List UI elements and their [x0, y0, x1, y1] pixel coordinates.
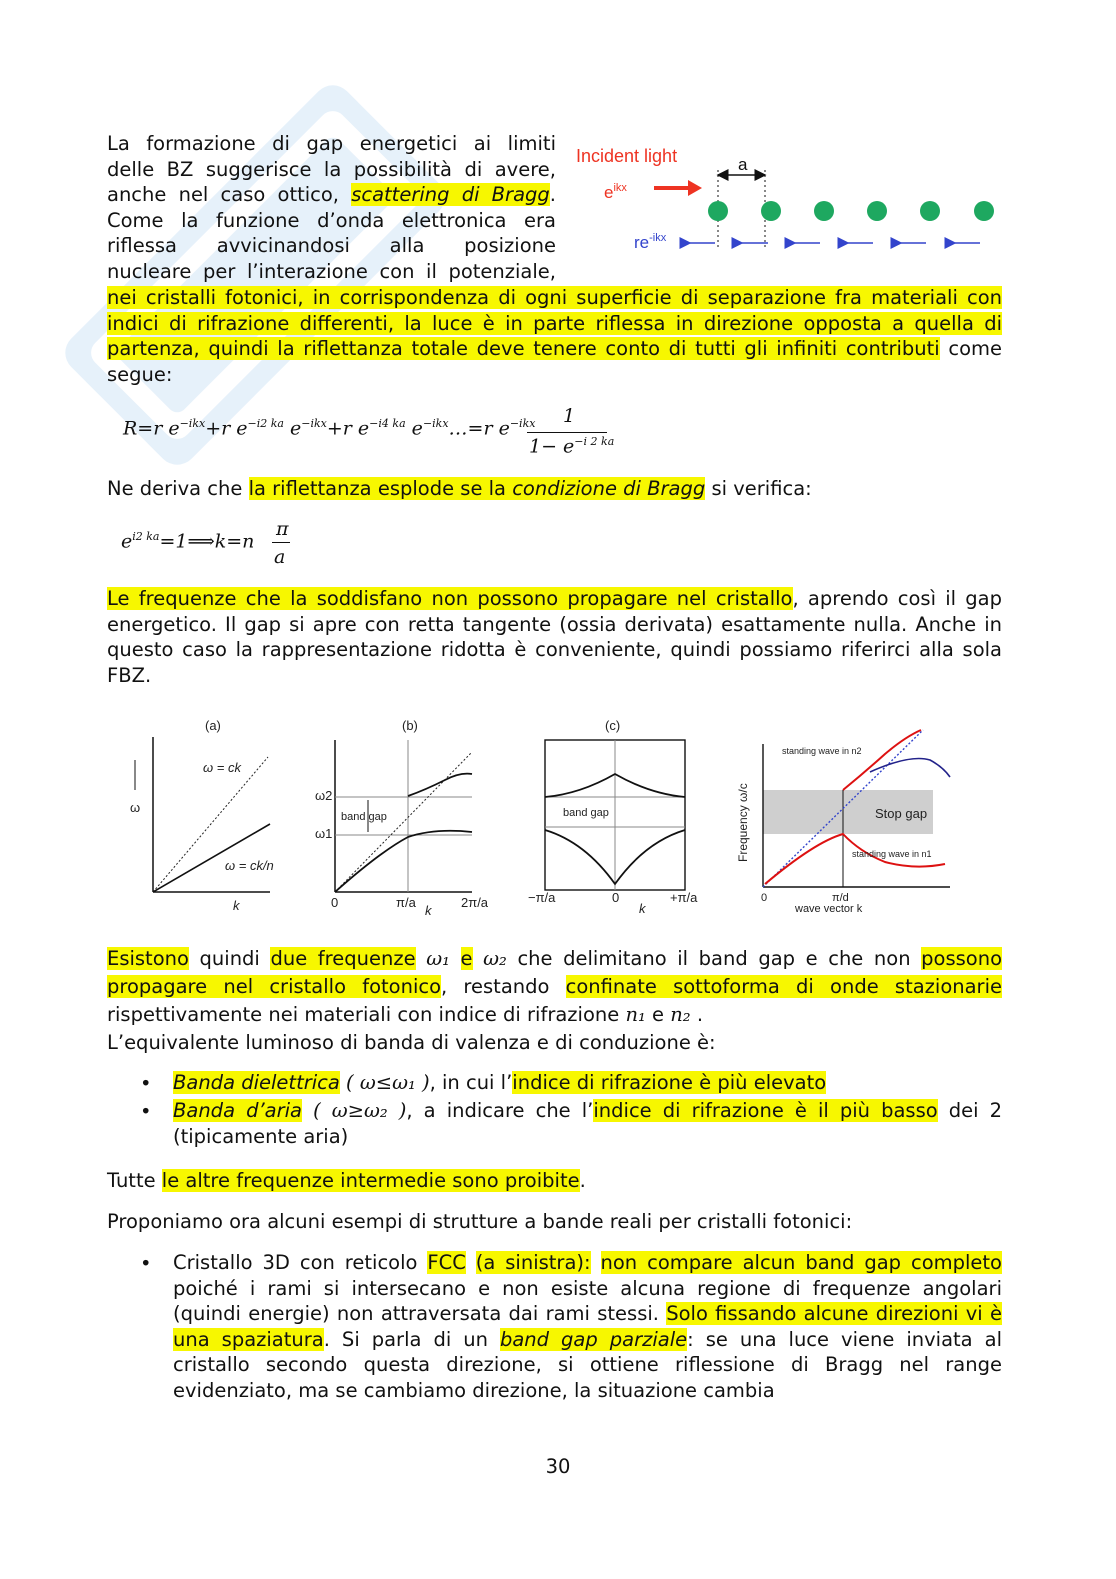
c-xp: +π/a [670, 890, 698, 905]
b-w1-label: ω1 [315, 826, 333, 841]
d-ylabel: Frequency ω/c [736, 783, 750, 862]
c-gap-label: band gap [563, 807, 609, 819]
intro-paragraph [107, 131, 556, 285]
deriva-paragraph: Ne deriva che la riflettanza esplode se la condizione di Bragg si verifica: [107, 477, 812, 500]
page-number: 30 [545, 1455, 571, 1478]
d-bottom-label: standing wave in n1 [852, 849, 932, 859]
plain-text: come segue: [107, 337, 1002, 386]
lattice-atoms [708, 201, 994, 221]
bragg-scattering-figure [570, 140, 1010, 260]
bullet-item-aria: Banda d’aria ( ω≥ω₂ ), a indicare che l’indice di rifrazione è il più basso dei 2 (tipicamente aria) [173, 1099, 1003, 1148]
k-axis-label: k [233, 898, 240, 913]
atom [974, 201, 994, 221]
incident-light-label: Incident light [576, 146, 678, 166]
b-x0: 0 [331, 895, 339, 910]
panel-a-label: (a) [205, 718, 221, 733]
frequenze-paragraph: Le frequenze che la soddisfano non possono propagare nel cristallo, aprendo così il gap energetico. Il gap si apre con retta tangente (ossia derivata) esattamente nulla. Anche in questo caso la rappresentazione ridotta è conveniente, quindi possiamo riferirci alla sola FBZ. [107, 587, 1003, 687]
atom [708, 201, 728, 221]
spacing-a-label: a [738, 155, 748, 174]
b-gap-label: band gap [341, 811, 387, 823]
continuation-paragraph [107, 285, 1002, 387]
d-top-label: standing wave in n2 [782, 746, 862, 756]
b-x2: 2π/a [461, 895, 489, 910]
intro-line: Come la funzione d’onda elettronica era [107, 208, 556, 232]
incident-arrow-icon [654, 180, 702, 196]
scattering-bragg-term: scattering di Bragg [351, 183, 550, 207]
atom [761, 201, 781, 221]
reflectance-formula: R=r $e^{-ikx}+r$ $e^{-i2 ka}$ $e^{-ikx}+r$ $e^{-i4 ka}$ $e^{-ikx}\dots=r$ $e^{-ikx}$ 1 $1- e^{-i 2 ka}$ [123, 405, 615, 458]
lower-band [335, 831, 472, 892]
atom [920, 201, 940, 221]
a-line2-label: ω = ck/n [225, 858, 274, 873]
d-x1: π/d [832, 892, 849, 904]
esistono-last-line: L’equivalente luminoso di banda di valenza e di conduzione è: [107, 1031, 716, 1054]
intro-line: delle BZ suggerisce la possibilità di avere, [107, 157, 556, 181]
reikx-label: $re^{-ikx}$ [634, 232, 667, 252]
second-band [870, 759, 950, 778]
bullet-item-dielettrica: Banda dielettrica ( ω≤ω₁ ), in cui l’indice di rifrazione è più elevato [173, 1071, 827, 1094]
highlight-text: nei cristalli fotonici, in corrispondenza di ogni superficie di separazione fra materiali con indici di rifrazione differenti, la luce è in parte riflessa in direzione opposta a quella di partenza, quindi la riflettanza totale deve tenere conto di tutti gli infiniti contributi [107, 286, 1002, 361]
panel-b-label: (b) [402, 718, 418, 733]
k-axis-label: k [425, 903, 432, 917]
tutte-paragraph: Tutte le altre frequenze intermedie sono proibite. [107, 1169, 586, 1192]
k-axis-label: k [639, 901, 646, 916]
upper-band [408, 774, 472, 796]
intro-line: anche nel caso ottico, scattering di Bragg. [107, 183, 556, 207]
intro-line: La formazione di gap energetici ai limiti [107, 132, 556, 155]
panel-c-label: (c) [605, 718, 621, 733]
bullet-marker: • [140, 1100, 152, 1123]
proponiamo-paragraph: Proponiamo ora alcuni esempi di strutture a bande reali per cristalli fotonici: [107, 1210, 853, 1233]
b-x1: π/a [396, 895, 416, 910]
c-x0: 0 [612, 890, 620, 905]
intro-line: nucleare per l’interazione con il potenziale, [107, 259, 556, 283]
bullet-item-fcc: Cristallo 3D con reticolo FCC (a sinistra): non compare alcun band gap completo poiché i rami si intersecano e non esiste alcuna regione di frequenze angolari (quindi energie) non attraversata dai rami stessi. Solo fissando alcune direzioni vi è una spaziatura. Si parla di un band gap parziale: se una luce viene inviata al cristallo secondo questa direzione, si ottiene riflessione di Bragg nel range evidenziato, ma se cambiamo direzione, la situazione cambia [173, 1251, 1002, 1402]
b-w2-label: ω2 [315, 788, 333, 803]
d-xlabel: wave vector k [795, 903, 863, 915]
bragg-condition-formula: $e^{i2 ka}=1⟹k=n$ π a [121, 518, 289, 568]
esistono-paragraph: Esistono quindi due frequenze ω₁ e ω₂ che delimitano il band gap e che non possono propagare nel cristallo fotonico, restando confinate sottoforma di onde stazionarie rispettivamente nei materiali con indice di rifrazione n₁ e n₂ . L’equivalente luminoso di banda di valenza e di conduzione è: [107, 945, 1002, 1057]
a-line1-label: ω = ck [203, 760, 241, 775]
band-structure-figures [125, 712, 955, 917]
d-stop-label: Stop gap [875, 806, 928, 821]
atom [867, 201, 887, 221]
eikx-label: $e^{ikx}$ [604, 182, 627, 202]
bullet-marker: • [140, 1072, 152, 1095]
atom [814, 201, 834, 221]
c-xm: −π/a [528, 890, 556, 905]
intro-line: riflessa avvicinandosi alla posizione [107, 234, 556, 258]
omega-axis-label: ω [130, 800, 141, 815]
bullet-marker: • [140, 1252, 152, 1275]
d-x0: 0 [761, 892, 768, 904]
